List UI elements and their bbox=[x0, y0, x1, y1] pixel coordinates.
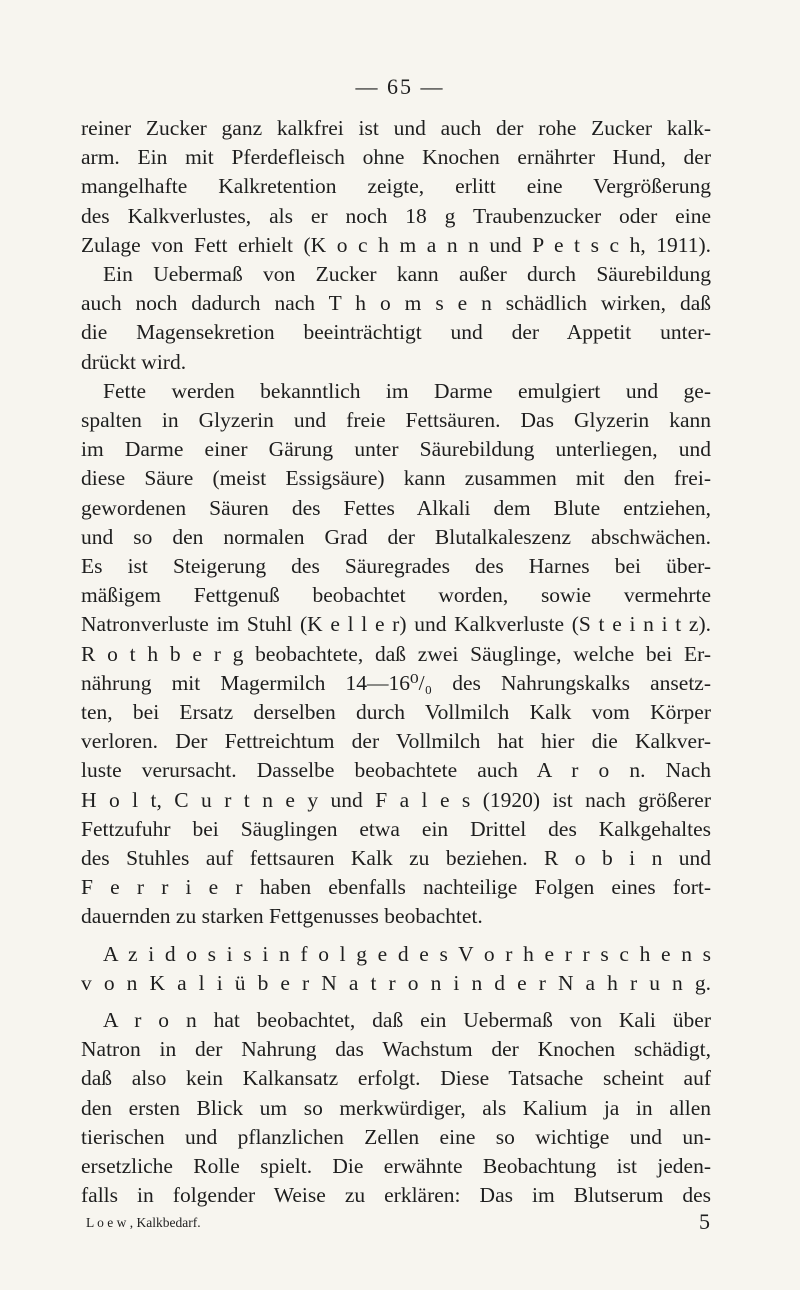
section-heading-line: v o n K a l i ü b e r N a t r o n i n d e r N a h r u n g. bbox=[81, 970, 711, 995]
text-line: Fette werden bekanntlich im Darme emulgiert und ge- bbox=[103, 378, 711, 403]
text-line: mäßigem Fettgenuß beobachtet worden, sowie vermehrte bbox=[81, 583, 711, 608]
text-line: ersetzliche Rolle spielt. Die erwähnte Beobachtung ist jeden- bbox=[81, 1154, 711, 1178]
text-line: Natronverluste im Stuhl (K e l l e r) und Kalkverluste (S t e i n i t z). bbox=[81, 612, 711, 637]
text-line: nährung mit Magermilch 14—16⁰/₀ des Nahrungskalks ansetz- bbox=[81, 670, 711, 695]
text-line: Fettzufuhr bei Säuglingen etwa ein Drittel des Kalkgehaltes bbox=[81, 816, 711, 841]
text-line: drückt wird. bbox=[81, 349, 187, 374]
text-line: R o t h b e r g beobachtete, daß zwei Säuglinge, welche bei Er- bbox=[81, 641, 711, 666]
text-line: des Stuhles auf fettsauren Kalk zu beziehen. R o b i n und bbox=[81, 846, 711, 870]
text-line: arm. Ein mit Pferdefleisch ohne Knochen ernährter Hund, der bbox=[81, 145, 711, 170]
text-line: F e r r i e r haben ebenfalls nachteilige Folgen eines fort- bbox=[81, 875, 711, 900]
text-line: Zulage von Fett erhielt (K o c h m a n n und P e t s c h, 1911). bbox=[81, 232, 711, 257]
text-line: und so den normalen Grad der Blutalkaleszenz abschwächen. bbox=[81, 524, 711, 549]
text-line: Natron in der Nahrung das Wachstum der Knochen schädigt, bbox=[81, 1037, 711, 1062]
text-line: auch noch dadurch nach T h o m s e n schädlich wirken, daß bbox=[81, 291, 711, 316]
text-line: verloren. Der Fettreichtum der Vollmilch hat hier die Kalkver- bbox=[81, 729, 711, 754]
text-line: reiner Zucker ganz kalkfrei ist und auch der rohe Zucker kalk- bbox=[81, 116, 711, 140]
text-line: die Magensekretion beeinträchtigt und der Appetit unter- bbox=[81, 320, 711, 345]
page-number: — 65 — bbox=[355, 74, 445, 99]
text-line: H o l t, C u r t n e y und F a l e s (1920) ist nach größerer bbox=[81, 787, 711, 812]
text-line: daß also kein Kalkansatz erfolgt. Diese Tatsache scheint auf bbox=[81, 1066, 711, 1091]
text-line: spalten in Glyzerin und freie Fettsäuren. Das Glyzerin kann bbox=[81, 408, 711, 432]
text-line: gewordenen Säuren des Fettes Alkali dem Blute entziehen, bbox=[81, 495, 711, 520]
text-line: falls in folgender Weise zu erklären: Das im Blutserum des bbox=[81, 1183, 711, 1208]
footer-signature: L o e w , Kalkbedarf. bbox=[86, 1215, 201, 1231]
text-line: Ein Uebermaß von Zucker kann außer durch Säurebildung bbox=[103, 262, 711, 286]
text-line: den ersten Blick um so merkwürdiger, als Kalium ja in allen bbox=[81, 1095, 711, 1120]
text-line: des Kalkverlustes, als er noch 18 g Traubenzucker oder eine bbox=[81, 203, 711, 228]
section-heading-line: A z i d o s i s i n f o l g e d e s V o r h e r r s c h e n s bbox=[103, 941, 711, 966]
text-line: diese Säure (meist Essigsäure) kann zusammen mit den frei- bbox=[81, 466, 711, 491]
text-line: mangelhafte Kalkretention zeigte, erlitt eine Vergrößerung bbox=[81, 174, 711, 199]
signature-number: 5 bbox=[699, 1209, 710, 1235]
text-line: ten, bei Ersatz derselben durch Vollmilch Kalk vom Körper bbox=[81, 700, 711, 724]
text-line: A r o n hat beobachtet, daß ein Uebermaß von Kali über bbox=[103, 1008, 711, 1032]
text-line: im Darme einer Gärung unter Säurebildung unterliegen, und bbox=[81, 437, 711, 462]
text-line: Es ist Steigerung des Säuregrades des Harnes bei über- bbox=[81, 554, 711, 578]
text-line: luste verursacht. Dasselbe beobachtete auch A r o n. Nach bbox=[81, 758, 711, 783]
text-line: tierischen und pflanzlichen Zellen eine so wichtige und un- bbox=[81, 1124, 711, 1149]
text-line: dauernden zu starken Fettgenusses beobachtet. bbox=[81, 904, 483, 929]
